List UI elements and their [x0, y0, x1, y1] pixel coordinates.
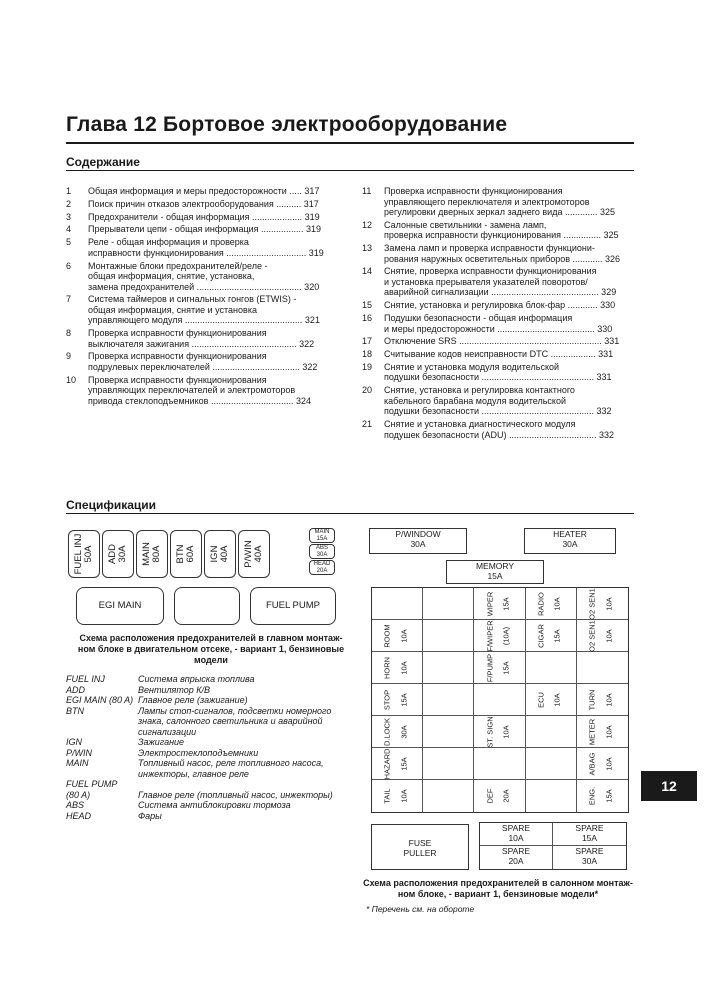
contents-rule [66, 170, 634, 171]
legend-value [138, 706, 358, 738]
engine-fuse-amp: 80A [151, 545, 162, 563]
legend-value-line: Система впрыска топлива [138, 674, 255, 684]
legend-value-line: сигнализации [138, 726, 197, 737]
cabin-fuse-amp: 10A [604, 693, 614, 707]
cabin-fuse-name: HORN [382, 656, 392, 680]
cabin-fuse-slot [474, 652, 525, 684]
cabin-fuse-amp: 10A [399, 661, 409, 675]
toc-entry-number: 7 [66, 294, 72, 305]
toc-entry [66, 328, 356, 349]
toc-entry [362, 243, 632, 264]
toc-entry-number: 1 [66, 186, 72, 196]
specs-heading: Спецификации [66, 498, 157, 512]
toc-entry-text [88, 186, 319, 197]
toc-entry-number: 14 [362, 266, 373, 277]
specs-rule [66, 513, 634, 514]
cabin-fuse-amp: 15A [552, 629, 562, 643]
toc-entry-line: Общая информация и меры предосторожности ..... 317 [88, 186, 320, 196]
cabin-fuse-name: TAIL [382, 788, 392, 804]
toc-entry [66, 294, 356, 326]
toc-entry-text [88, 328, 314, 349]
engine-fuse [68, 530, 100, 578]
engine-fuse [238, 530, 270, 578]
engine-small-fuse [309, 528, 335, 543]
cabin-fuse-slot [577, 588, 628, 620]
cabin-fuse-amp: 10A [552, 693, 562, 707]
cabin-fuse-amp: (10A) [501, 626, 511, 646]
cabin-fuse-slot [423, 620, 474, 652]
toc-entry-line: привода стеклоподъемников ................................. 324 [88, 395, 311, 406]
toc-entry-line: Поиск причин отказов электрооборудования .......... 317 [88, 198, 319, 209]
engine-small-fuse [309, 544, 335, 559]
title-rule [66, 142, 634, 144]
engine-fuse-label [176, 545, 196, 564]
toc-entry-line: подушки безопасности ............................................. 332 [384, 406, 612, 417]
toc-entry-number: 20 [362, 385, 373, 396]
legend-key: HEAD [66, 810, 92, 821]
engine-small-fuse [309, 560, 335, 575]
cabin-fuse-slot [577, 652, 628, 684]
legend-value-line: инжекторы, главное реле [138, 768, 249, 779]
cabin-fuse-amp: 15A [399, 757, 409, 771]
engine-fuse-block [66, 524, 356, 634]
toc-entry-text [88, 237, 324, 258]
toc-entry-line: Система таймеров и сигнальных гонгов (ETWIS) - [88, 294, 297, 305]
cabin-fuse-slot [474, 620, 525, 652]
engine-relay: FUEL PUMP [250, 587, 336, 625]
toc-entry-line: Салонные светильники - замена ламп, [384, 219, 547, 230]
legend-key: ABS [66, 800, 85, 810]
cabin-fuse-slot [372, 620, 423, 652]
engine-fuse-label [74, 534, 94, 575]
cabin-fuse-slot [372, 780, 423, 812]
toc-entry-number: 9 [66, 351, 72, 362]
toc-entry-number: 10 [66, 374, 77, 385]
legend-value-line: Главное реле (топливный насос, инжекторы) [138, 789, 333, 800]
toc-entry-text [384, 186, 615, 218]
toc-right-column [362, 186, 632, 446]
toc-entry-number: 4 [66, 224, 72, 235]
toc-entry-text [384, 349, 613, 360]
engine-fuse-label [210, 546, 230, 563]
cabin-fuse-slot [526, 588, 577, 620]
engine-fuse-amp: 40A [219, 545, 230, 563]
contents-heading: Содержание [66, 155, 140, 169]
chapter-tab-badge: 12 [641, 771, 697, 801]
toc-entry-number: 2 [66, 198, 72, 209]
legend-key: FUEL INJ [66, 674, 105, 684]
legend-value [138, 758, 358, 779]
toc-entry-line: управляющего переключателя и электромоторов [384, 196, 590, 207]
toc-entry-number: 5 [66, 237, 72, 248]
toc-entry [66, 351, 356, 372]
engine-fuse-label [108, 544, 128, 564]
toc-entry-line: Монтажные блоки предохранителей/реле - [88, 260, 268, 271]
toc-entry [66, 212, 356, 223]
legend-value-line: Система антиблокировки тормоза [138, 800, 291, 810]
toc-entry-line: управляющего модуля ............................................... 321 [88, 315, 320, 326]
engine-fuse-amp: 30A [117, 545, 128, 563]
toc-entry-text [384, 300, 615, 311]
toc-entry [66, 375, 356, 407]
toc-entry-line: регулировки дверных зеркал заднего вида ............. 325 [384, 207, 615, 217]
spare-fuse: SPARE 30A [575, 846, 604, 866]
toc-entry-number: 19 [362, 361, 373, 372]
cabin-fuse-name: A/BAG [587, 752, 597, 776]
toc-entry [362, 266, 632, 298]
toc-entry-number: 6 [66, 260, 72, 271]
cabin-fuse-slot [526, 684, 577, 716]
cabin-fuse-name: DEF [485, 788, 495, 804]
toc-entry-number: 21 [362, 419, 373, 429]
cabin-fuse-amp: 10A [399, 629, 409, 643]
cabin-fuse-slot [423, 716, 474, 748]
cabin-fuse-amp: 10A [604, 725, 614, 739]
cabin-fuse-amp: 10A [604, 629, 614, 643]
toc-entry-text [384, 313, 612, 334]
toc-entry [362, 336, 632, 347]
cabin-fuse-amp: 10A [501, 725, 511, 739]
toc-entry [362, 385, 632, 417]
pwindow-fuse: P/WINDOW 30A [369, 528, 467, 554]
engine-fuse-name: FUEL INJ [73, 533, 84, 575]
toc-entry-line: общая информация, снятие, установка, [88, 271, 255, 281]
legend-key: (80 A) [66, 789, 91, 800]
legend-value-line: Зажигание [138, 737, 185, 747]
toc-entry-line: Снятие, установка и регулировка блок-фар ............ 330 [384, 300, 616, 311]
toc-entry-line: Реле - общая информация и проверка [88, 237, 249, 248]
engine-relay [174, 587, 240, 625]
cabin-fuse-slot [474, 748, 525, 780]
spare-fuse: SPARE 15A [553, 823, 626, 846]
cabin-fuse-slot [423, 652, 474, 684]
engine-small-fuse-name: ABS [315, 545, 328, 551]
legend-value [138, 674, 358, 685]
toc-entry-text [384, 419, 614, 440]
toc-entry-number: 11 [362, 186, 372, 196]
legend-value [138, 811, 358, 822]
engine-small-fuse-amp: 20A [316, 567, 328, 574]
cabin-fuse-slot [372, 748, 423, 780]
toc-entry-line: управляющих переключателей и электромоторов [88, 385, 296, 396]
toc-entry-line: Предохранители - общая информация .................... 319 [88, 211, 320, 222]
memory-fuse: MEMORY 15A [446, 560, 544, 584]
engine-small-fuse-name: HEAD [313, 561, 331, 567]
cabin-fuse-amp: 10A [552, 597, 562, 611]
toc-entry-line: и меры предосторожности ....................................... 330 [384, 323, 613, 334]
engine-fuse-name: MAIN [141, 542, 152, 566]
cabin-fuse-slot [577, 780, 628, 812]
legend-value-line: Электростеклоподъемники [138, 747, 259, 758]
toc-entry-text [88, 199, 319, 210]
cabin-fuse-name: F/WIPER [485, 620, 495, 652]
cabin-fuse-slot [526, 620, 577, 652]
legend-value-line: Фары [138, 810, 162, 821]
cabin-fuse-slot [372, 652, 423, 684]
toc-entry-line: Проверка исправности функционирования [88, 351, 267, 362]
legend-value-line: Топливный насос, реле топливного насоса, [138, 758, 324, 768]
legend-key: BTN [66, 705, 84, 716]
cabin-fuse-slot [372, 684, 423, 716]
engine-small-fuse-amp: 30A [316, 551, 328, 558]
legend-value-line: знака, салонного светильника и аварийной [138, 716, 323, 726]
toc-entry [66, 199, 356, 210]
legend-value-line: Лампы стоп-сигналов, подсветки номерного [138, 705, 332, 716]
engine-small-fuse-name: MAIN [314, 529, 330, 535]
legend-key: ADD [66, 684, 86, 695]
toc-entry-text [88, 294, 320, 326]
toc-entry-text [384, 362, 612, 383]
toc-entry [362, 362, 632, 383]
cabin-fuse-name: ECU [536, 692, 546, 708]
toc-entry [362, 349, 632, 360]
engine-relay: EGI MAIN [76, 587, 164, 625]
toc-entry-number: 16 [362, 313, 373, 323]
cabin-fuse-slot [474, 684, 525, 716]
toc-entry-line: замена предохранителей .......................................... 320 [88, 281, 320, 292]
toc-entry-line: Замена ламп и проверка исправности функциони- [384, 243, 595, 254]
toc-entry-line: Подушки безопасности - общая информация [384, 313, 573, 323]
toc-entry-line: Снятие и установка диагностического модуля [384, 419, 576, 429]
engine-fuse-label [244, 540, 264, 567]
cabin-fuse-name: O2 SEN1 [587, 588, 597, 620]
toc-entry-number: 17 [362, 336, 373, 347]
toc-entry-line: проверка исправности функционирования ............... 325 [384, 230, 619, 241]
fuse-puller: FUSE PULLER [371, 824, 469, 870]
cabin-fuse-name: STOP [382, 689, 392, 711]
cabin-fuse-name: CIGAR [536, 624, 546, 648]
cabin-fuse-name: F/PUMP [485, 653, 495, 683]
cabin-fuse-slot [526, 780, 577, 812]
cabin-fuse-amp: 10A [604, 757, 614, 771]
toc-entry-line: Считывание кодов неисправности DTC .................. 331 [384, 349, 614, 360]
toc-entry-text [384, 266, 616, 298]
cabin-fuse-amp: 15A [399, 693, 409, 707]
toc-entry-text [88, 224, 321, 235]
legend-value [138, 748, 358, 759]
toc-entry-line: выключателя зажигания .......................................... 322 [88, 338, 315, 349]
heater-fuse: HEATER 30A [524, 528, 616, 554]
cabin-fuse-amp: 10A [604, 597, 614, 611]
toc-entry-line: общая информация, снятие и установка [88, 304, 257, 315]
toc-entry [66, 224, 356, 235]
toc-entry-line: подрулевых переключателей ................................... 322 [88, 361, 318, 372]
legend-value-line: Вентилятор К/В [138, 684, 211, 695]
engine-fuse-name: P/WIN [243, 540, 254, 568]
toc-entry [362, 186, 632, 218]
cabin-fuse-amp: 15A [501, 661, 511, 675]
toc-entry-line: Снятие, установка и регулировка контактного [384, 385, 575, 396]
spare-fuses [479, 822, 627, 870]
toc-entry-text [384, 336, 619, 347]
toc-entry [66, 186, 356, 197]
legend-key: EGI MAIN (80 A) [66, 695, 134, 705]
chapter-title: Глава 12 Бортовое электрооборудование [66, 113, 508, 136]
cabin-fuse-name: ROOM [382, 624, 392, 648]
cabin-fuse-amp: 10A [399, 789, 409, 803]
cabin-fuse-slot [577, 684, 628, 716]
cabin-fuse-amp: 15A [501, 597, 511, 611]
engine-fuse-name: BTN [175, 544, 186, 564]
cabin-fuse-amp: 30A [399, 725, 409, 739]
engine-caption: Схема расположения предохранителей в главном монтаж- ном блоке в двигательном отсеке, - вариант 1, бензиновые модели [77, 633, 345, 665]
toc-entry-line: исправности функционирования ................................ 319 [88, 247, 324, 258]
toc-entry-number: 13 [362, 243, 373, 254]
cabin-fuse-slot [474, 780, 525, 812]
engine-fuse-amp: 50A [83, 545, 94, 563]
toc-entry-number: 3 [66, 211, 72, 222]
toc-entry-text [384, 243, 620, 264]
toc-entry-text [384, 385, 612, 417]
engine-fuse [136, 530, 168, 578]
cabin-fuse-slot [423, 748, 474, 780]
cabin-fuse-slot [526, 748, 577, 780]
engine-fuse [204, 530, 236, 578]
cabin-fuse-slot [474, 716, 525, 748]
toc-entry [66, 261, 356, 293]
toc-entry-text [384, 220, 619, 241]
toc-entry [362, 300, 632, 311]
cabin-fuse-name: RADIO [536, 592, 546, 616]
toc-left-column [66, 186, 356, 426]
spare-fuse: SPARE 10A [480, 823, 553, 846]
toc-entry-line: аварийной сигнализации ........................................... 329 [384, 287, 617, 298]
toc-entry [362, 419, 632, 440]
cabin-fuse-slot [577, 716, 628, 748]
engine-fuse-amp: 60A [185, 545, 196, 563]
legend-value [138, 737, 358, 748]
toc-entry-text [88, 375, 311, 407]
cabin-fuse-slot [474, 588, 525, 620]
toc-entry-line: Проверка исправности функционирования [384, 186, 563, 196]
cabin-fuse-grid [371, 587, 629, 813]
legend-value-line: Главное реле (зажигание) [138, 695, 248, 705]
engine-fuse-name: IGN [209, 545, 220, 563]
cabin-fuse-name: TURN [587, 689, 597, 711]
legend-key: IGN [66, 737, 83, 747]
toc-entry-line: Снятие и установка модуля водительской [384, 361, 560, 372]
cabin-fuse-slot [526, 716, 577, 748]
cabin-fuse-name: ST. SIGN [485, 716, 495, 748]
cabin-fuse-slot [577, 620, 628, 652]
legend-value [138, 800, 358, 811]
cabin-fuse-name: WIPER [485, 591, 495, 617]
legend-value [138, 790, 358, 801]
toc-entry [66, 237, 356, 258]
cabin-fuse-amp: 15A [604, 789, 614, 803]
engine-fuse [170, 530, 202, 578]
cabin-fuse-slot [526, 652, 577, 684]
cabin-fuse-slot [423, 684, 474, 716]
toc-entry-text [88, 212, 320, 223]
cabin-fuse-slot [577, 748, 628, 780]
legend-value [138, 685, 358, 696]
cabin-caption: Схема расположения предохранителей в салонном монтаж- ном блоке, - вариант 1, бензиновые модели* [363, 878, 633, 899]
toc-entry-line: подушки безопасности ............................................. 331 [384, 372, 612, 383]
legend-key: P/WIN [66, 747, 92, 758]
cabin-fuse-name: O2 SEN1 [587, 620, 597, 652]
toc-entry-text [88, 351, 317, 372]
engine-fuse-label [142, 542, 162, 566]
cabin-fuse-slot [372, 588, 423, 620]
toc-entry-line: Снятие, проверка исправности функционирования [384, 266, 597, 277]
toc-entry-line: кабельного барабана модуля водительской [384, 395, 566, 406]
cabin-fuse-name: ENG. [587, 786, 597, 806]
cabin-fuse-name: HAZARD [382, 748, 392, 780]
toc-entry-number: 8 [66, 328, 72, 339]
engine-fuse-name: ADD [107, 543, 118, 565]
cabin-fuse-slot [423, 588, 474, 620]
spare-fuse: SPARE 20A [480, 846, 553, 869]
toc-entry-line: Проверка исправности функционирования [88, 328, 267, 339]
toc-entry-line: Отключение SRS ......................................................... 331 [384, 336, 620, 347]
fuse-legend [66, 674, 358, 824]
toc-entry-line: Прерыватели цепи - общая информация ................. 319 [88, 224, 322, 235]
engine-fuse [102, 530, 134, 578]
toc-entry-line: подушек безопасности (ADU) ................................... 332 [384, 429, 615, 440]
toc-entry-line: Проверка исправности функционирования [88, 374, 267, 385]
engine-fuse-amp: 40A [253, 545, 264, 563]
toc-entry-line: рования наружных осветительных приборов ............ 326 [384, 253, 621, 264]
cabin-fuse-name: METER [587, 718, 597, 746]
cabin-fuse-slot [423, 780, 474, 812]
engine-small-fuse-amp: 15A [316, 535, 328, 542]
legend-key: MAIN [66, 758, 89, 768]
footnote: * Перечень см. на обороте [366, 904, 475, 914]
cabin-fuse-amp: 20A [501, 789, 511, 803]
toc-entry-number: 18 [362, 349, 373, 360]
toc-entry-number: 12 [362, 219, 373, 230]
legend-key: FUEL PUMP [66, 779, 118, 789]
toc-entry [362, 313, 632, 334]
toc-entry [362, 220, 632, 241]
toc-entry-line: и установка прерывателя указателей поворотов/ [384, 276, 588, 287]
cabin-fuse-slot [372, 716, 423, 748]
cabin-fuse-name: D.LOCK [382, 718, 392, 746]
toc-entry-number: 15 [362, 300, 373, 311]
toc-entry-text [88, 261, 319, 293]
legend-value [138, 695, 358, 706]
